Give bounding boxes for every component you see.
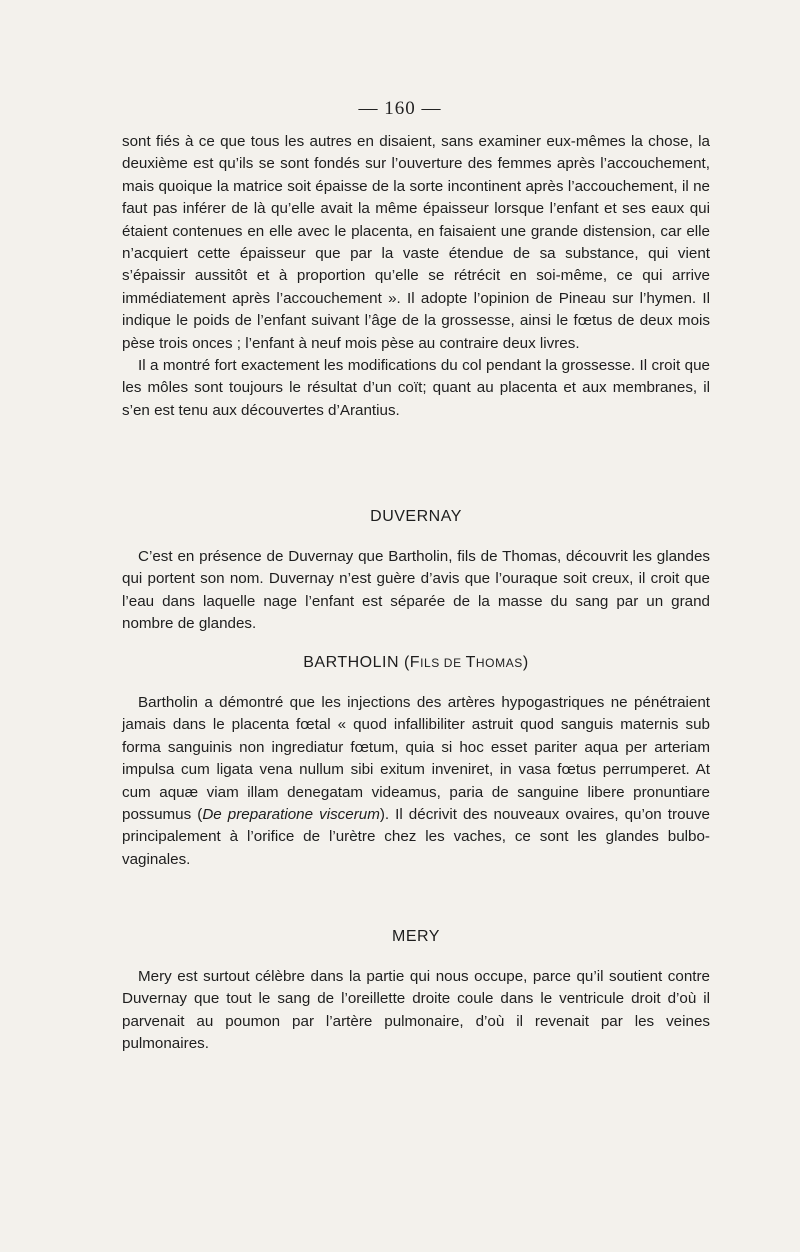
bartholin-section — [122, 692, 710, 871]
mery-section — [122, 966, 710, 1056]
bartholin-text-1: Bartholin a démontré que les injections des artères hypogastriques ne pénétraient jamais dans le placenta fœtal « quod infallibiliter astruit quod sanguis maternis sub forma sanguinis non ingrediatur fœtum, quia si hoc esset pariter aqua per arteriam impulsa cum ligata vena nullum sibi exitum inveniret, in vasa fœtus perrumperet. At cum aquæ viam illam denegatam videamus, paria de sanguine libere pronuntiare possumus ( — [122, 694, 710, 824]
bartholin-heading — [0, 654, 800, 672]
bartholin-heading-main: BARTHOLIN (F — [303, 654, 421, 671]
duvernay-heading: DUVERNAY — [370, 508, 462, 525]
bartholin-heading-smallcaps-1: ILS DE — [420, 656, 466, 670]
intro-section — [122, 131, 710, 422]
duvernay-section — [122, 546, 710, 636]
intro-paragraph-2: Il a montré fort exactement les modifications du col pendant la grossesse. Il croit que les môles sont toujours le résultat d’un coït; quant au placenta et aux membranes, il s’en est tenu aux découvertes d’Arantius. — [122, 357, 710, 419]
mery-paragraph: Mery est surtout célèbre dans la partie qui nous occupe, parce qu’il soutient contre Duvernay que tout le sang de l’oreillette droite coule dans le ventricule droit d’où il parvenait au poumon par l’artère pulmonaire, d’où il revenait par les veines pulmonaires. — [122, 968, 710, 1053]
mery-heading: MERY — [392, 928, 440, 945]
bartholin-heading-end: ) — [522, 654, 529, 671]
bartholin-text-2: ). Il décrivit des nouveaux ovaires, qu’on trouve principalement à l’orifice de l’urètre chez les vaches, ce sont les glandes bulbo-vaginales. — [122, 806, 710, 868]
bartholin-heading-mid: T — [465, 654, 476, 671]
intro-paragraph: sont fiés à ce que tous les autres en disaient, sans examiner eux-mêmes la chose, la deuxième est qu’ils se sont fondés sur l’ouverture des femmes après l’accouchement, mais quoique la matrice soit épaisse de la sorte incontinent après l’accouchement, il ne faut pas inférer de là qu’elle avait la même épaisseur lorsque l’enfant et ses eaux qui étaient contenues en elle avec le placenta, en faisaient une grande distension, car elle n’acquiert cette épaisseur que par la vaste étendue de sa substance, qui vient s’épaissir aussitôt et à proportion qu’elle se rétrécit en soi-même, ce qui arrive immédiatement après l’accouchement ». Il adopte l’opinion de Pineau sur l’hymen. Il indique le poids de l’enfant suivant l’âge de la grossesse, ainsi le fœtus de deux mois pèse trois onces ; l’enfant à neuf mois pèse au contraire deux livres. — [122, 133, 710, 352]
duvernay-paragraph: C’est en présence de Duvernay que Bartholin, fils de Thomas, découvrit les glandes qui portent son nom. Duvernay n’est guère d’avis que l’ouraque soit creux, il croit que l’eau dans laquelle nage l’enfant est séparée de la masse du sang par un grand nombre de glandes. — [122, 548, 710, 633]
page-number: — 160 — — [358, 98, 442, 119]
bartholin-heading-smallcaps-2: HOMAS — [475, 656, 523, 670]
bartholin-paragraph — [122, 692, 710, 871]
bartholin-book-title: De preparatione viscerum — [202, 806, 380, 824]
